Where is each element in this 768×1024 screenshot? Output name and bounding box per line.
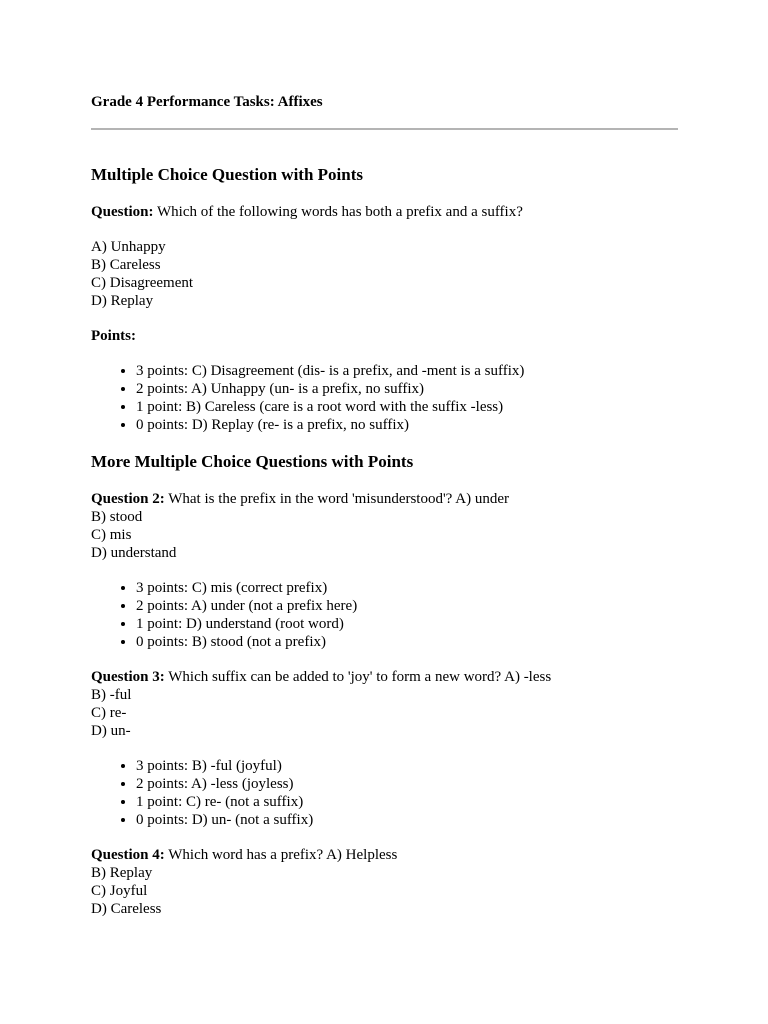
question-text: Which suffix can be added to 'joy' to form a new word? A) -less xyxy=(164,669,552,685)
question-1 xyxy=(91,203,678,221)
points-label: Points: xyxy=(91,328,136,344)
points-item: • 0 points: B) stood (not a prefix) xyxy=(136,633,678,651)
option-c: C) Disagreement xyxy=(91,275,194,291)
question-3 xyxy=(91,668,678,740)
points-item: • 3 points: C) mis (correct prefix) xyxy=(136,579,678,597)
section-heading: Multiple Choice Question with Points xyxy=(91,165,364,184)
option-b: B) Replay xyxy=(91,865,153,881)
points-item: • 0 points: D) un- (not a suffix) xyxy=(136,811,678,829)
question-label: Question 4: xyxy=(91,847,165,863)
option-a: A) Unhappy xyxy=(91,239,166,255)
question-4 xyxy=(91,846,678,918)
points-item: • 2 points: A) Unhappy (un- is a prefix, no suffix) xyxy=(136,380,678,398)
points-item: • 2 points: A) under (not a prefix here) xyxy=(136,597,678,615)
option-b: B) -ful xyxy=(91,687,132,703)
points-item: • 3 points: C) Disagreement (dis- is a prefix, and -ment is a suffix) xyxy=(136,362,678,380)
question-text: Which word has a prefix? A) Helpless xyxy=(164,847,398,863)
question-text: What is the prefix in the word 'misunderstood'? A) under xyxy=(164,491,509,507)
points-item: • 1 point: D) understand (root word) xyxy=(136,615,678,633)
points-item: • 3 points: B) -ful (joyful) xyxy=(136,757,678,775)
points-item: • 0 points: D) Replay (re- is a prefix, no suffix) xyxy=(136,416,678,434)
points-item: • 2 points: A) -less (joyless) xyxy=(136,775,678,793)
question-text: Which of the following words has both a prefix and a suffix? xyxy=(153,204,523,220)
points-item: • 1 point: B) Careless (care is a root word with the suffix -less) xyxy=(136,398,678,416)
option-c: C) re- xyxy=(91,705,127,721)
document-title: Grade 4 Performance Tasks: Affixes xyxy=(91,94,323,110)
points-list xyxy=(91,362,678,434)
points-list xyxy=(91,579,678,651)
points-item: • 1 point: C) re- (not a suffix) xyxy=(136,793,678,811)
option-d: D) Careless xyxy=(91,901,162,917)
question-label: Question 3: xyxy=(91,669,165,685)
question-label: Question 2: xyxy=(91,491,165,507)
option-d: D) un- xyxy=(91,723,131,739)
question-label: Question: xyxy=(91,204,154,220)
horizontal-divider xyxy=(91,128,678,130)
question-2 xyxy=(91,490,678,562)
points-list xyxy=(91,757,678,829)
section-heading: More Multiple Choice Questions with Points xyxy=(91,452,414,471)
option-d: D) Replay xyxy=(91,293,154,309)
option-c: C) mis xyxy=(91,527,132,543)
document-content xyxy=(91,164,678,935)
option-c: C) Joyful xyxy=(91,883,148,899)
option-d: D) understand xyxy=(91,545,177,561)
answer-options xyxy=(91,238,678,310)
option-b: B) Careless xyxy=(91,257,161,273)
option-b: B) stood xyxy=(91,509,143,525)
